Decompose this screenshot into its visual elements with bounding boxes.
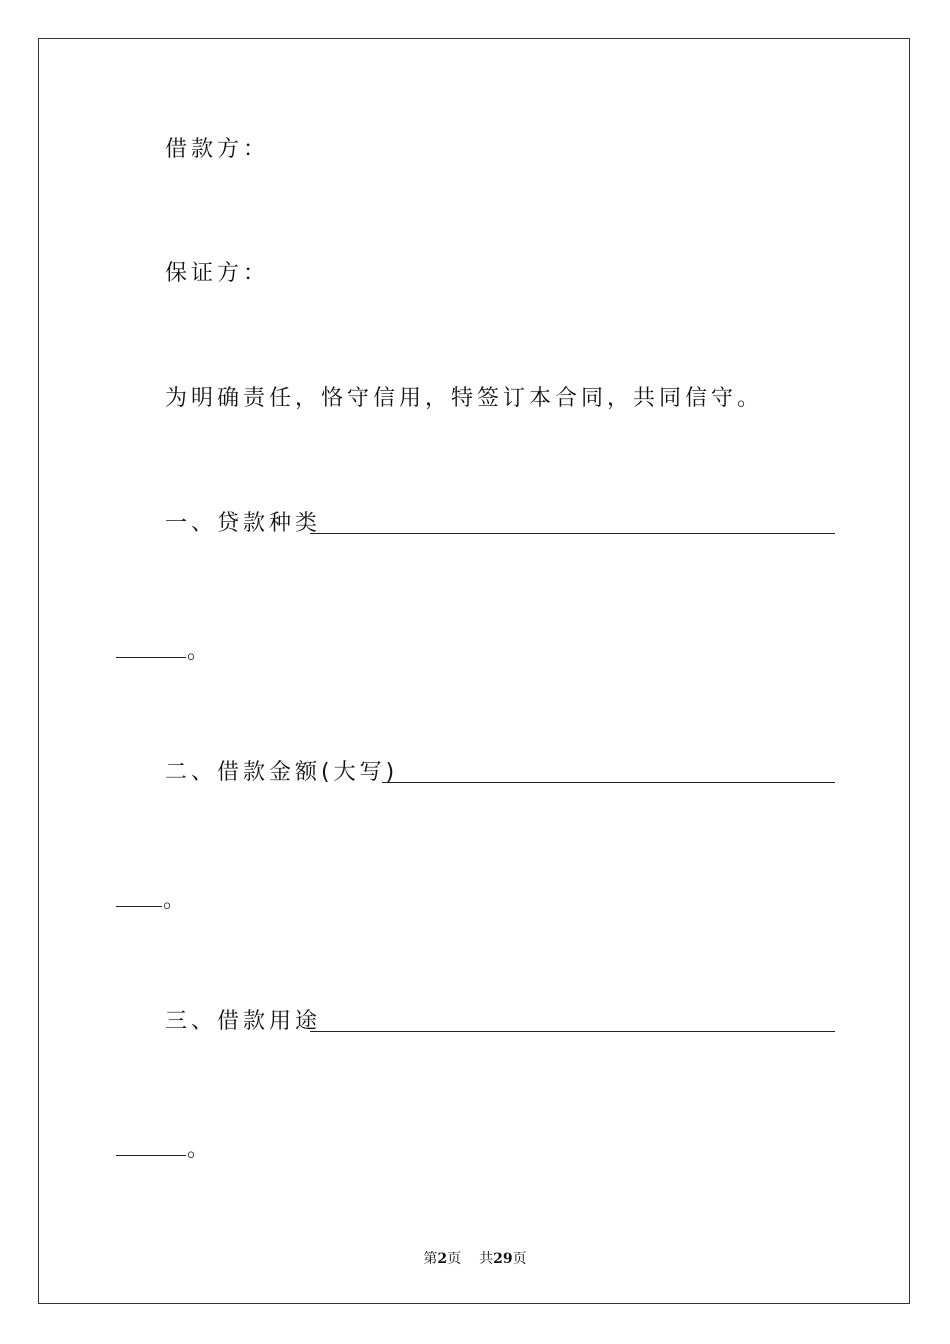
- footer-total-pages: 29: [493, 1251, 513, 1267]
- footer-page-unit: 页: [447, 1251, 462, 1267]
- page-footer: [0, 1248, 950, 1268]
- loan-purpose-blank-continuation[interactable]: [116, 1155, 186, 1156]
- borrower-label: 借款方：: [165, 137, 270, 162]
- footer-total-prefix: 共: [479, 1251, 494, 1267]
- loan-amount-blank-line[interactable]: [382, 782, 835, 783]
- loan-purpose-blank-line[interactable]: [310, 1031, 835, 1032]
- footer-page-prefix: 第: [423, 1251, 438, 1267]
- loan-type-blank-continuation[interactable]: [116, 657, 186, 658]
- guarantor-label: 保证方：: [165, 261, 270, 286]
- item-loan-purpose-label: 三、借款用途: [165, 1009, 322, 1034]
- page-frame: [38, 38, 910, 1304]
- loan-purpose-period: 。: [187, 1137, 210, 1162]
- loan-type-period: 。: [187, 639, 210, 664]
- item-loan-type-label: 一、贷款种类: [165, 511, 322, 536]
- item-loan-amount-label: 二、借款金额(大写): [165, 760, 399, 785]
- preamble-text: 为明确责任，恪守信用，特签订本合同，共同信守。: [165, 386, 764, 411]
- loan-amount-period: 。: [163, 888, 186, 913]
- footer-total-unit: 页: [512, 1251, 527, 1267]
- footer-page-number: 2: [437, 1251, 448, 1267]
- loan-type-blank-line[interactable]: [310, 533, 835, 534]
- loan-amount-blank-continuation[interactable]: [116, 906, 162, 907]
